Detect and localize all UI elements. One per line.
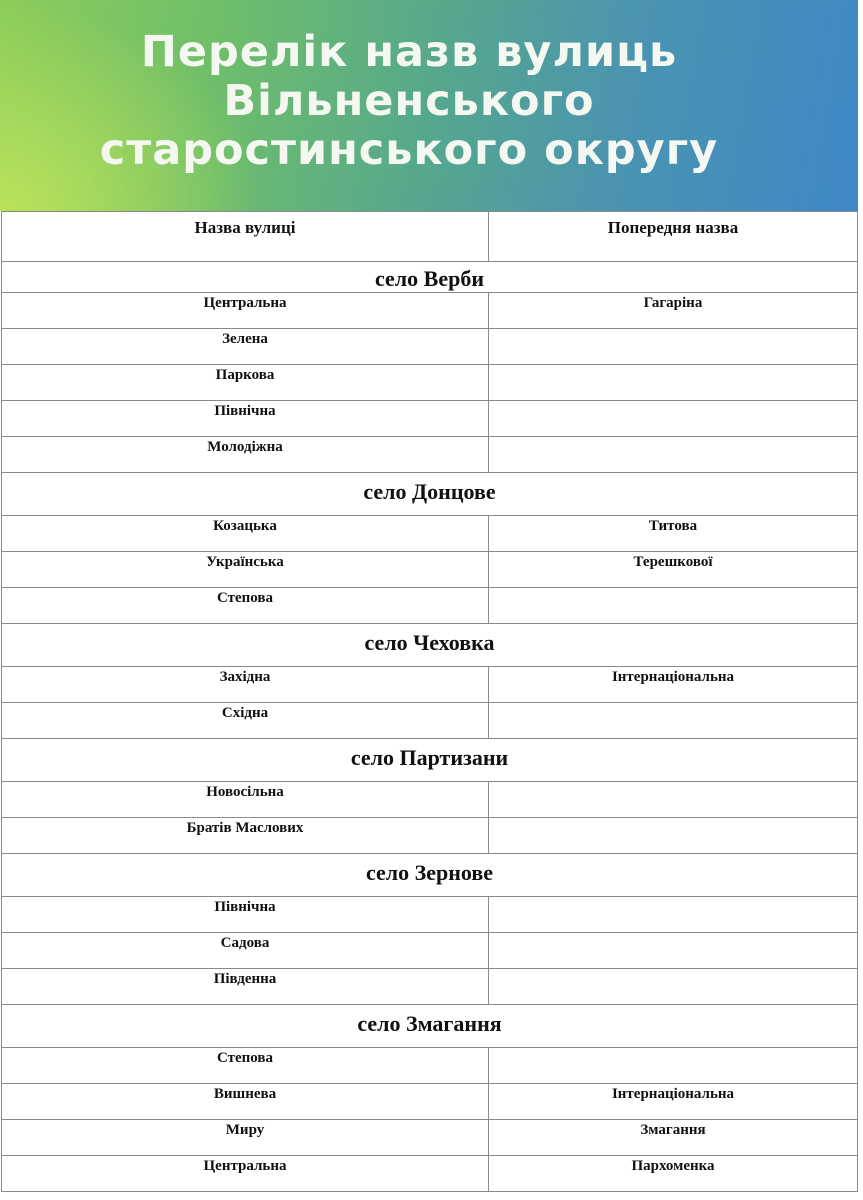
- village-name: село Партизани: [2, 739, 858, 782]
- previous-name-cell: [489, 437, 858, 473]
- streets-table-body: [2, 212, 858, 1192]
- table-row: [2, 1120, 858, 1156]
- previous-name-cell: Змагання: [489, 1120, 858, 1156]
- streets-table: [1, 211, 858, 1192]
- previous-name-cell: [489, 897, 858, 933]
- table-header-row: [2, 212, 858, 262]
- village-row: [2, 624, 858, 667]
- table-row: [2, 516, 858, 552]
- banner-title-line: старостинського округу: [99, 125, 719, 175]
- street-name-cell: Молодіжна: [2, 437, 489, 473]
- table-row: [2, 703, 858, 739]
- previous-name-cell: [489, 703, 858, 739]
- street-name-cell: Братів Маслових: [2, 818, 489, 854]
- street-name-cell: Східна: [2, 703, 489, 739]
- village-name: село Донцове: [2, 473, 858, 516]
- previous-name-cell: [489, 933, 858, 969]
- street-name-cell: Центральна: [2, 1156, 489, 1192]
- street-name-cell: Паркова: [2, 365, 489, 401]
- village-name: село Змагання: [2, 1005, 858, 1048]
- street-name-cell: Новосільна: [2, 782, 489, 818]
- street-name-cell: Садова: [2, 933, 489, 969]
- village-row: [2, 739, 858, 782]
- table-row: [2, 897, 858, 933]
- street-name-cell: Українська: [2, 552, 489, 588]
- table-row: [2, 969, 858, 1005]
- village-row: [2, 473, 858, 516]
- banner-title-line: Вільненського: [223, 76, 595, 126]
- previous-name-cell: Титова: [489, 516, 858, 552]
- table-row: [2, 401, 858, 437]
- street-name-cell: Зелена: [2, 329, 489, 365]
- banner-title: [0, 28, 818, 175]
- table-row: [2, 437, 858, 473]
- street-name-cell: Степова: [2, 1048, 489, 1084]
- previous-name-cell: [489, 782, 858, 818]
- table-row: [2, 782, 858, 818]
- previous-name-cell: [489, 401, 858, 437]
- previous-name-cell: Інтернаціональна: [489, 667, 858, 703]
- previous-name-cell: Інтернаціональна: [489, 1084, 858, 1120]
- village-name: село Зернове: [2, 854, 858, 897]
- previous-name-cell: [489, 365, 858, 401]
- table-row: [2, 552, 858, 588]
- table-row: [2, 365, 858, 401]
- header-previous-name: Попередня назва: [489, 212, 858, 262]
- village-name: село Верби: [2, 262, 858, 293]
- street-name-cell: Західна: [2, 667, 489, 703]
- previous-name-cell: [489, 1048, 858, 1084]
- table-row: [2, 1048, 858, 1084]
- village-row: [2, 854, 858, 897]
- title-banner: [0, 0, 858, 211]
- table-row: [2, 667, 858, 703]
- previous-name-cell: Терешкової: [489, 552, 858, 588]
- street-name-cell: Вишнева: [2, 1084, 489, 1120]
- table-row: [2, 329, 858, 365]
- village-row: [2, 1005, 858, 1048]
- table-row: [2, 588, 858, 624]
- street-name-cell: Північна: [2, 897, 489, 933]
- previous-name-cell: [489, 969, 858, 1005]
- header-street-name: Назва вулиці: [2, 212, 489, 262]
- previous-name-cell: [489, 818, 858, 854]
- table-row: [2, 818, 858, 854]
- previous-name-cell: Гагаріна: [489, 293, 858, 329]
- street-name-cell: Центральна: [2, 293, 489, 329]
- street-name-cell: Миру: [2, 1120, 489, 1156]
- table-row: [2, 933, 858, 969]
- table-row: [2, 1084, 858, 1120]
- village-name: село Чеховка: [2, 624, 858, 667]
- banner-title-line: Перелік назв вулиць: [140, 27, 678, 77]
- previous-name-cell: Пархоменка: [489, 1156, 858, 1192]
- previous-name-cell: [489, 329, 858, 365]
- street-name-cell: Південна: [2, 969, 489, 1005]
- street-name-cell: Північна: [2, 401, 489, 437]
- table-row: [2, 293, 858, 329]
- street-name-cell: Козацька: [2, 516, 489, 552]
- street-name-cell: Степова: [2, 588, 489, 624]
- table-row: [2, 1156, 858, 1192]
- previous-name-cell: [489, 588, 858, 624]
- village-row: [2, 262, 858, 293]
